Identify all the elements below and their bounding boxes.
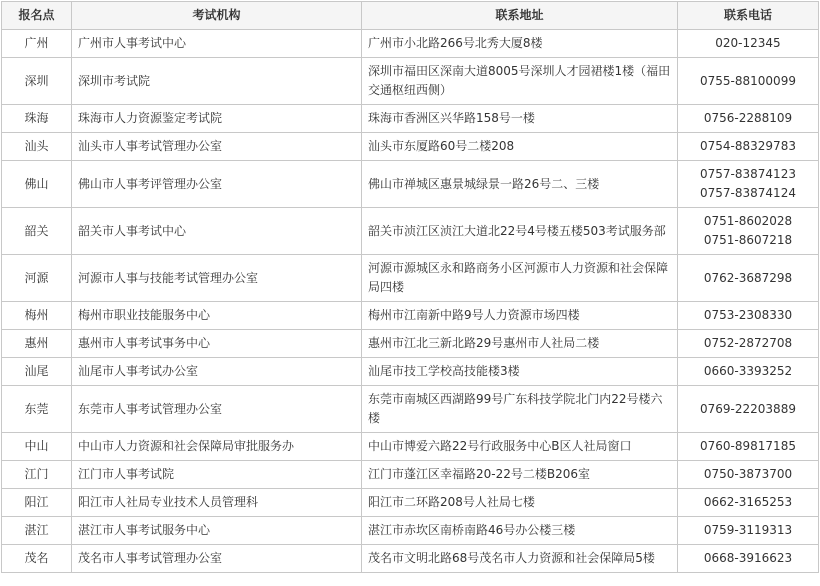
header-org: 考试机构 <box>72 2 362 30</box>
phone-number: 0769-22203889 <box>700 401 796 416</box>
table-row <box>2 330 819 358</box>
cell-city: 阳江 <box>2 489 72 517</box>
cell-org: 中山市人力资源和社会保障局审批服务办 <box>72 433 362 461</box>
cell-address: 深圳市福田区深南大道8005号深圳人才园裙楼1楼（福田交通枢纽西侧） <box>362 58 678 105</box>
phone-number: 0757-83874123 <box>700 167 796 181</box>
phone-number: 0760-89817185 <box>700 439 796 453</box>
cell-city: 深圳 <box>2 58 72 105</box>
cell-org: 梅州市职业技能服务中心 <box>72 302 362 330</box>
cell-org: 阳江市人社局专业技术人员管理科 <box>72 489 362 517</box>
cell-address: 茂名市文明北路68号茂名市人力资源和社会保障局5楼 <box>362 545 678 573</box>
cell-org: 珠海市人力资源鉴定考试院 <box>72 105 362 133</box>
cell-org: 江门市人事考试院 <box>72 461 362 489</box>
cell-phone <box>678 461 819 489</box>
header-address: 联系地址 <box>362 2 678 30</box>
cell-city: 湛江 <box>2 517 72 545</box>
exam-institution-table <box>1 1 819 573</box>
cell-org: 广州市人事考试中心 <box>72 30 362 58</box>
cell-city: 佛山 <box>2 161 72 208</box>
phone-number: 0757-83874124 <box>700 186 796 200</box>
cell-city: 汕头 <box>2 133 72 161</box>
cell-phone <box>678 255 819 302</box>
phone-number: 0759-3119313 <box>703 523 793 537</box>
table-row <box>2 358 819 386</box>
cell-phone <box>678 358 819 386</box>
cell-org: 湛江市人事考试服务中心 <box>72 517 362 545</box>
cell-address: 汕尾市技工学校高技能楼3楼 <box>362 358 678 386</box>
cell-address: 阳江市二环路208号人社局七楼 <box>362 489 678 517</box>
header-phone: 联系电话 <box>678 2 819 30</box>
cell-city: 江门 <box>2 461 72 489</box>
cell-address: 珠海市香洲区兴华路158号一楼 <box>362 105 678 133</box>
cell-city: 茂名 <box>2 545 72 573</box>
phone-number: 0751-8602028 <box>703 214 793 228</box>
cell-phone <box>678 208 819 255</box>
cell-address: 韶关市浈江区浈江大道北22号4号楼五楼503考试服务部 <box>362 208 678 255</box>
phone-number: 0660-3393252 <box>703 364 793 378</box>
cell-city: 河源 <box>2 255 72 302</box>
table-row <box>2 161 819 208</box>
cell-address: 中山市博爱六路22号行政服务中心B区人社局窗口 <box>362 433 678 461</box>
phone-number: 0668-3916623 <box>703 551 793 565</box>
cell-phone <box>678 105 819 133</box>
cell-org: 茂名市人事考试管理办公室 <box>72 545 362 573</box>
phone-number: 020-12345 <box>715 36 781 50</box>
phone-number: 0753-2308330 <box>703 308 793 322</box>
cell-city: 惠州 <box>2 330 72 358</box>
cell-phone <box>678 330 819 358</box>
table-row <box>2 302 819 330</box>
cell-phone <box>678 545 819 573</box>
cell-address: 汕头市东厦路60号二楼208 <box>362 133 678 161</box>
table-row <box>2 517 819 545</box>
cell-org: 河源市人事与技能考试管理办公室 <box>72 255 362 302</box>
cell-phone <box>678 58 819 105</box>
table-row <box>2 208 819 255</box>
cell-phone <box>678 161 819 208</box>
cell-phone <box>678 489 819 517</box>
cell-city: 韶关 <box>2 208 72 255</box>
cell-address: 惠州市江北三新北路29号惠州市人社局二楼 <box>362 330 678 358</box>
phone-number: 0755-88100099 <box>700 73 796 88</box>
table-row <box>2 386 819 433</box>
cell-phone <box>678 30 819 58</box>
table-row <box>2 489 819 517</box>
cell-org: 汕尾市人事考试办公室 <box>72 358 362 386</box>
cell-phone <box>678 133 819 161</box>
table-row <box>2 133 819 161</box>
table-row <box>2 30 819 58</box>
cell-phone <box>678 386 819 433</box>
cell-city: 广州 <box>2 30 72 58</box>
cell-city: 梅州 <box>2 302 72 330</box>
cell-org: 东莞市人事考试管理办公室 <box>72 386 362 433</box>
phone-number: 0751-8607218 <box>703 233 793 247</box>
cell-address: 湛江市赤坎区南桥南路46号办公楼三楼 <box>362 517 678 545</box>
cell-org: 惠州市人事考试事务中心 <box>72 330 362 358</box>
phone-number: 0750-3873700 <box>703 467 793 481</box>
table-row <box>2 545 819 573</box>
cell-city: 东莞 <box>2 386 72 433</box>
header-city: 报名点 <box>2 2 72 30</box>
table-row <box>2 433 819 461</box>
cell-address: 河源市源城区永和路商务小区河源市人力资源和社会保障局四楼 <box>362 255 678 302</box>
cell-org: 佛山市人事考评管理办公室 <box>72 161 362 208</box>
cell-city: 珠海 <box>2 105 72 133</box>
cell-org: 韶关市人事考试中心 <box>72 208 362 255</box>
cell-city: 汕尾 <box>2 358 72 386</box>
table-row <box>2 58 819 105</box>
cell-org: 深圳市考试院 <box>72 58 362 105</box>
table-row <box>2 105 819 133</box>
cell-phone <box>678 517 819 545</box>
phone-number: 0762-3687298 <box>703 270 793 285</box>
table-row <box>2 461 819 489</box>
cell-address: 梅州市江南新中路9号人力资源市场四楼 <box>362 302 678 330</box>
cell-city: 中山 <box>2 433 72 461</box>
cell-address: 广州市小北路266号北秀大厦8楼 <box>362 30 678 58</box>
cell-address: 东莞市南城区西湖路99号广东科技学院北门内22号楼六楼 <box>362 386 678 433</box>
phone-number: 0754-88329783 <box>700 139 796 153</box>
phone-number: 0752-2872708 <box>703 336 793 350</box>
cell-phone <box>678 302 819 330</box>
cell-phone <box>678 433 819 461</box>
phone-number: 0756-2288109 <box>703 111 793 125</box>
phone-number: 0662-3165253 <box>703 495 793 509</box>
cell-address: 佛山市禅城区惠景城绿景一路26号二、三楼 <box>362 161 678 208</box>
table-row <box>2 255 819 302</box>
cell-org: 汕头市人事考试管理办公室 <box>72 133 362 161</box>
header-row <box>2 2 819 30</box>
table-body <box>2 30 819 573</box>
cell-address: 江门市蓬江区幸福路20-22号二楼B206室 <box>362 461 678 489</box>
